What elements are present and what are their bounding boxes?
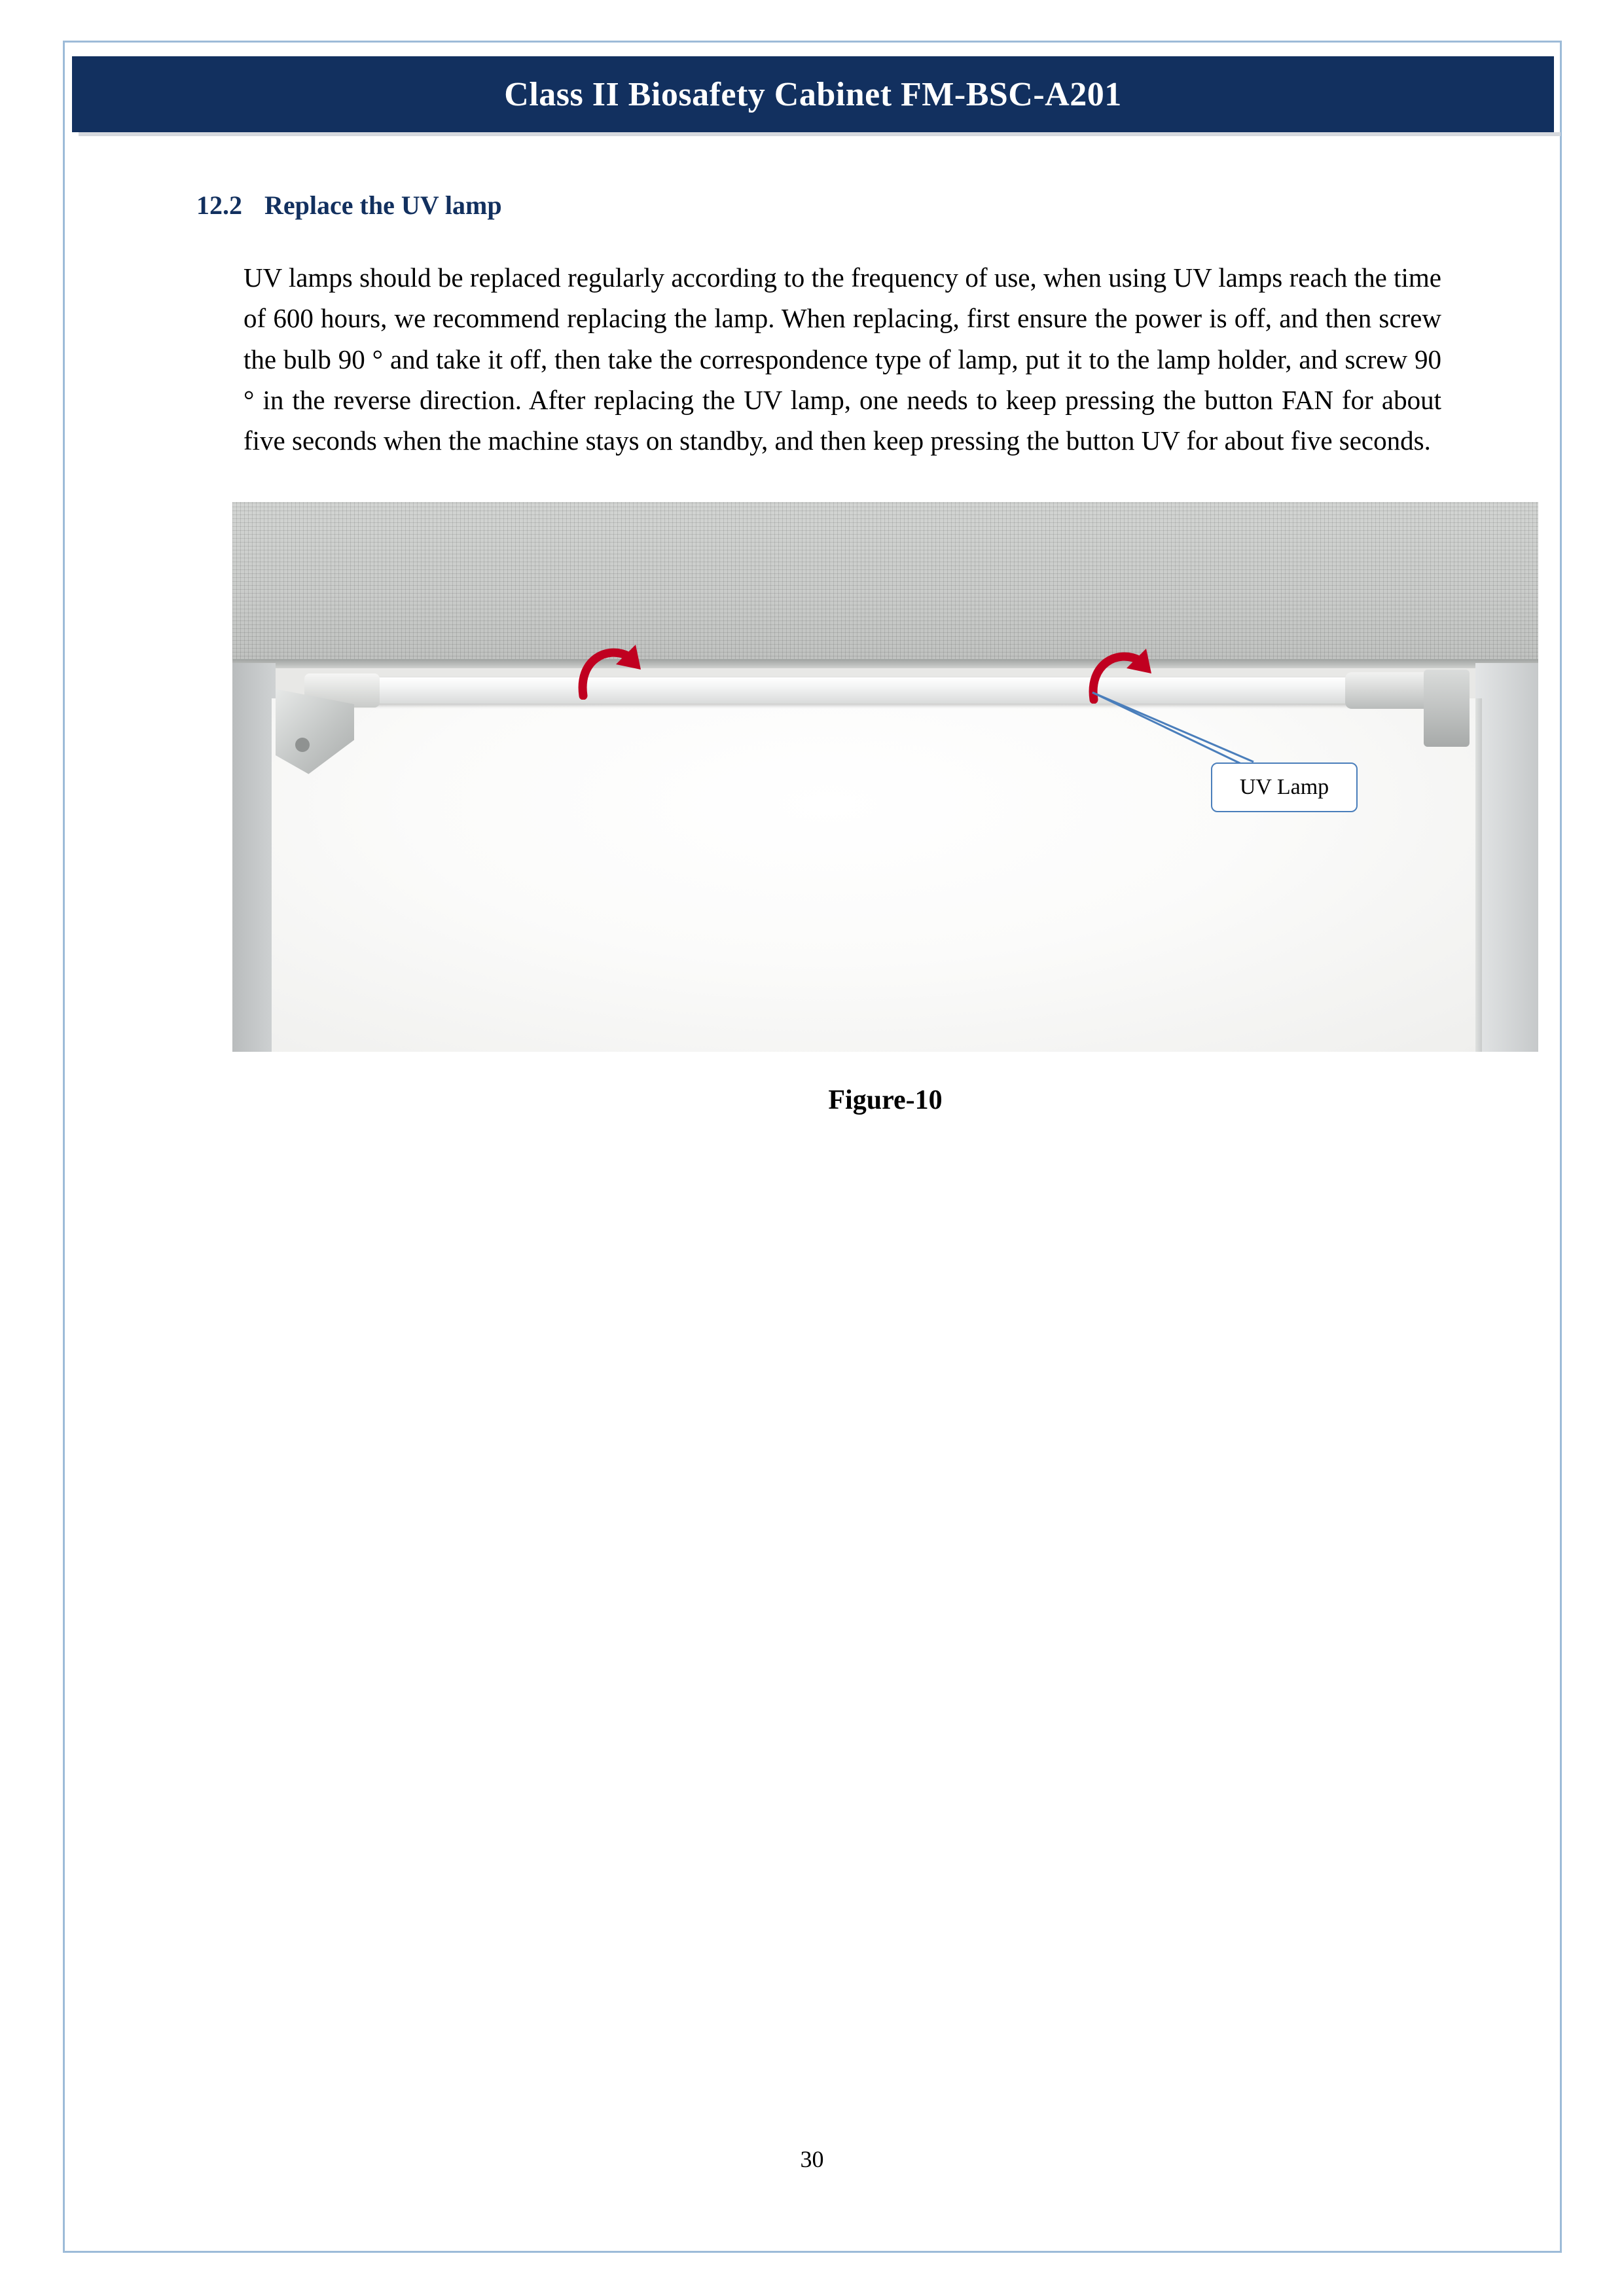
- uv-lamp-callout-label: UV Lamp: [1211, 762, 1358, 812]
- uv-lamp-tube: [311, 677, 1404, 704]
- perforated-panel: [232, 502, 1538, 664]
- section-heading: [196, 190, 1440, 221]
- cabinet-left-wall: [232, 663, 276, 1052]
- cabinet-back-panel: [272, 698, 1482, 1052]
- panel-edge: [232, 659, 1538, 668]
- page-header-band: [72, 56, 1554, 132]
- cabinet-back-panel-seam: [1475, 698, 1482, 1052]
- rotation-arrow-icon-right: [1083, 645, 1162, 704]
- section-title: Replace the UV lamp: [264, 190, 502, 220]
- lamp-holder-right: [1424, 670, 1470, 747]
- rotation-arrow-icon-left: [573, 641, 651, 700]
- page-header-shadow: [79, 132, 1561, 136]
- section-number: 12.2: [196, 190, 242, 220]
- figure-caption: Figure-10: [828, 1085, 943, 1115]
- section-body-text: UV lamps should be replaced regularly according to the frequency of use, when using UV lamps reach the time of 600 hours, we recommend replacing the lamp. When replacing, first ensure the power is off, and then screw the bulb 90 ° and take it off, then take the correspondence type of lamp, put it to the lamp holder, and screw 90 ° in the reverse direction. After replacing the UV lamp, one needs to keep pressing the button FAN for about five seconds when the machine stays on standby, and then keep pressing the button UV for about five seconds.: [244, 262, 1441, 456]
- page-content: [196, 190, 1440, 1116]
- uv-lamp-photo: [232, 502, 1538, 1052]
- lamp-holder-left-screw: [295, 738, 310, 752]
- page-header-title: Class II Biosafety Cabinet FM-BSC-A201: [504, 75, 1122, 113]
- page-number: 30: [800, 2146, 824, 2172]
- figure-10: [232, 502, 1542, 1116]
- cabinet-right-wall: [1475, 663, 1538, 1052]
